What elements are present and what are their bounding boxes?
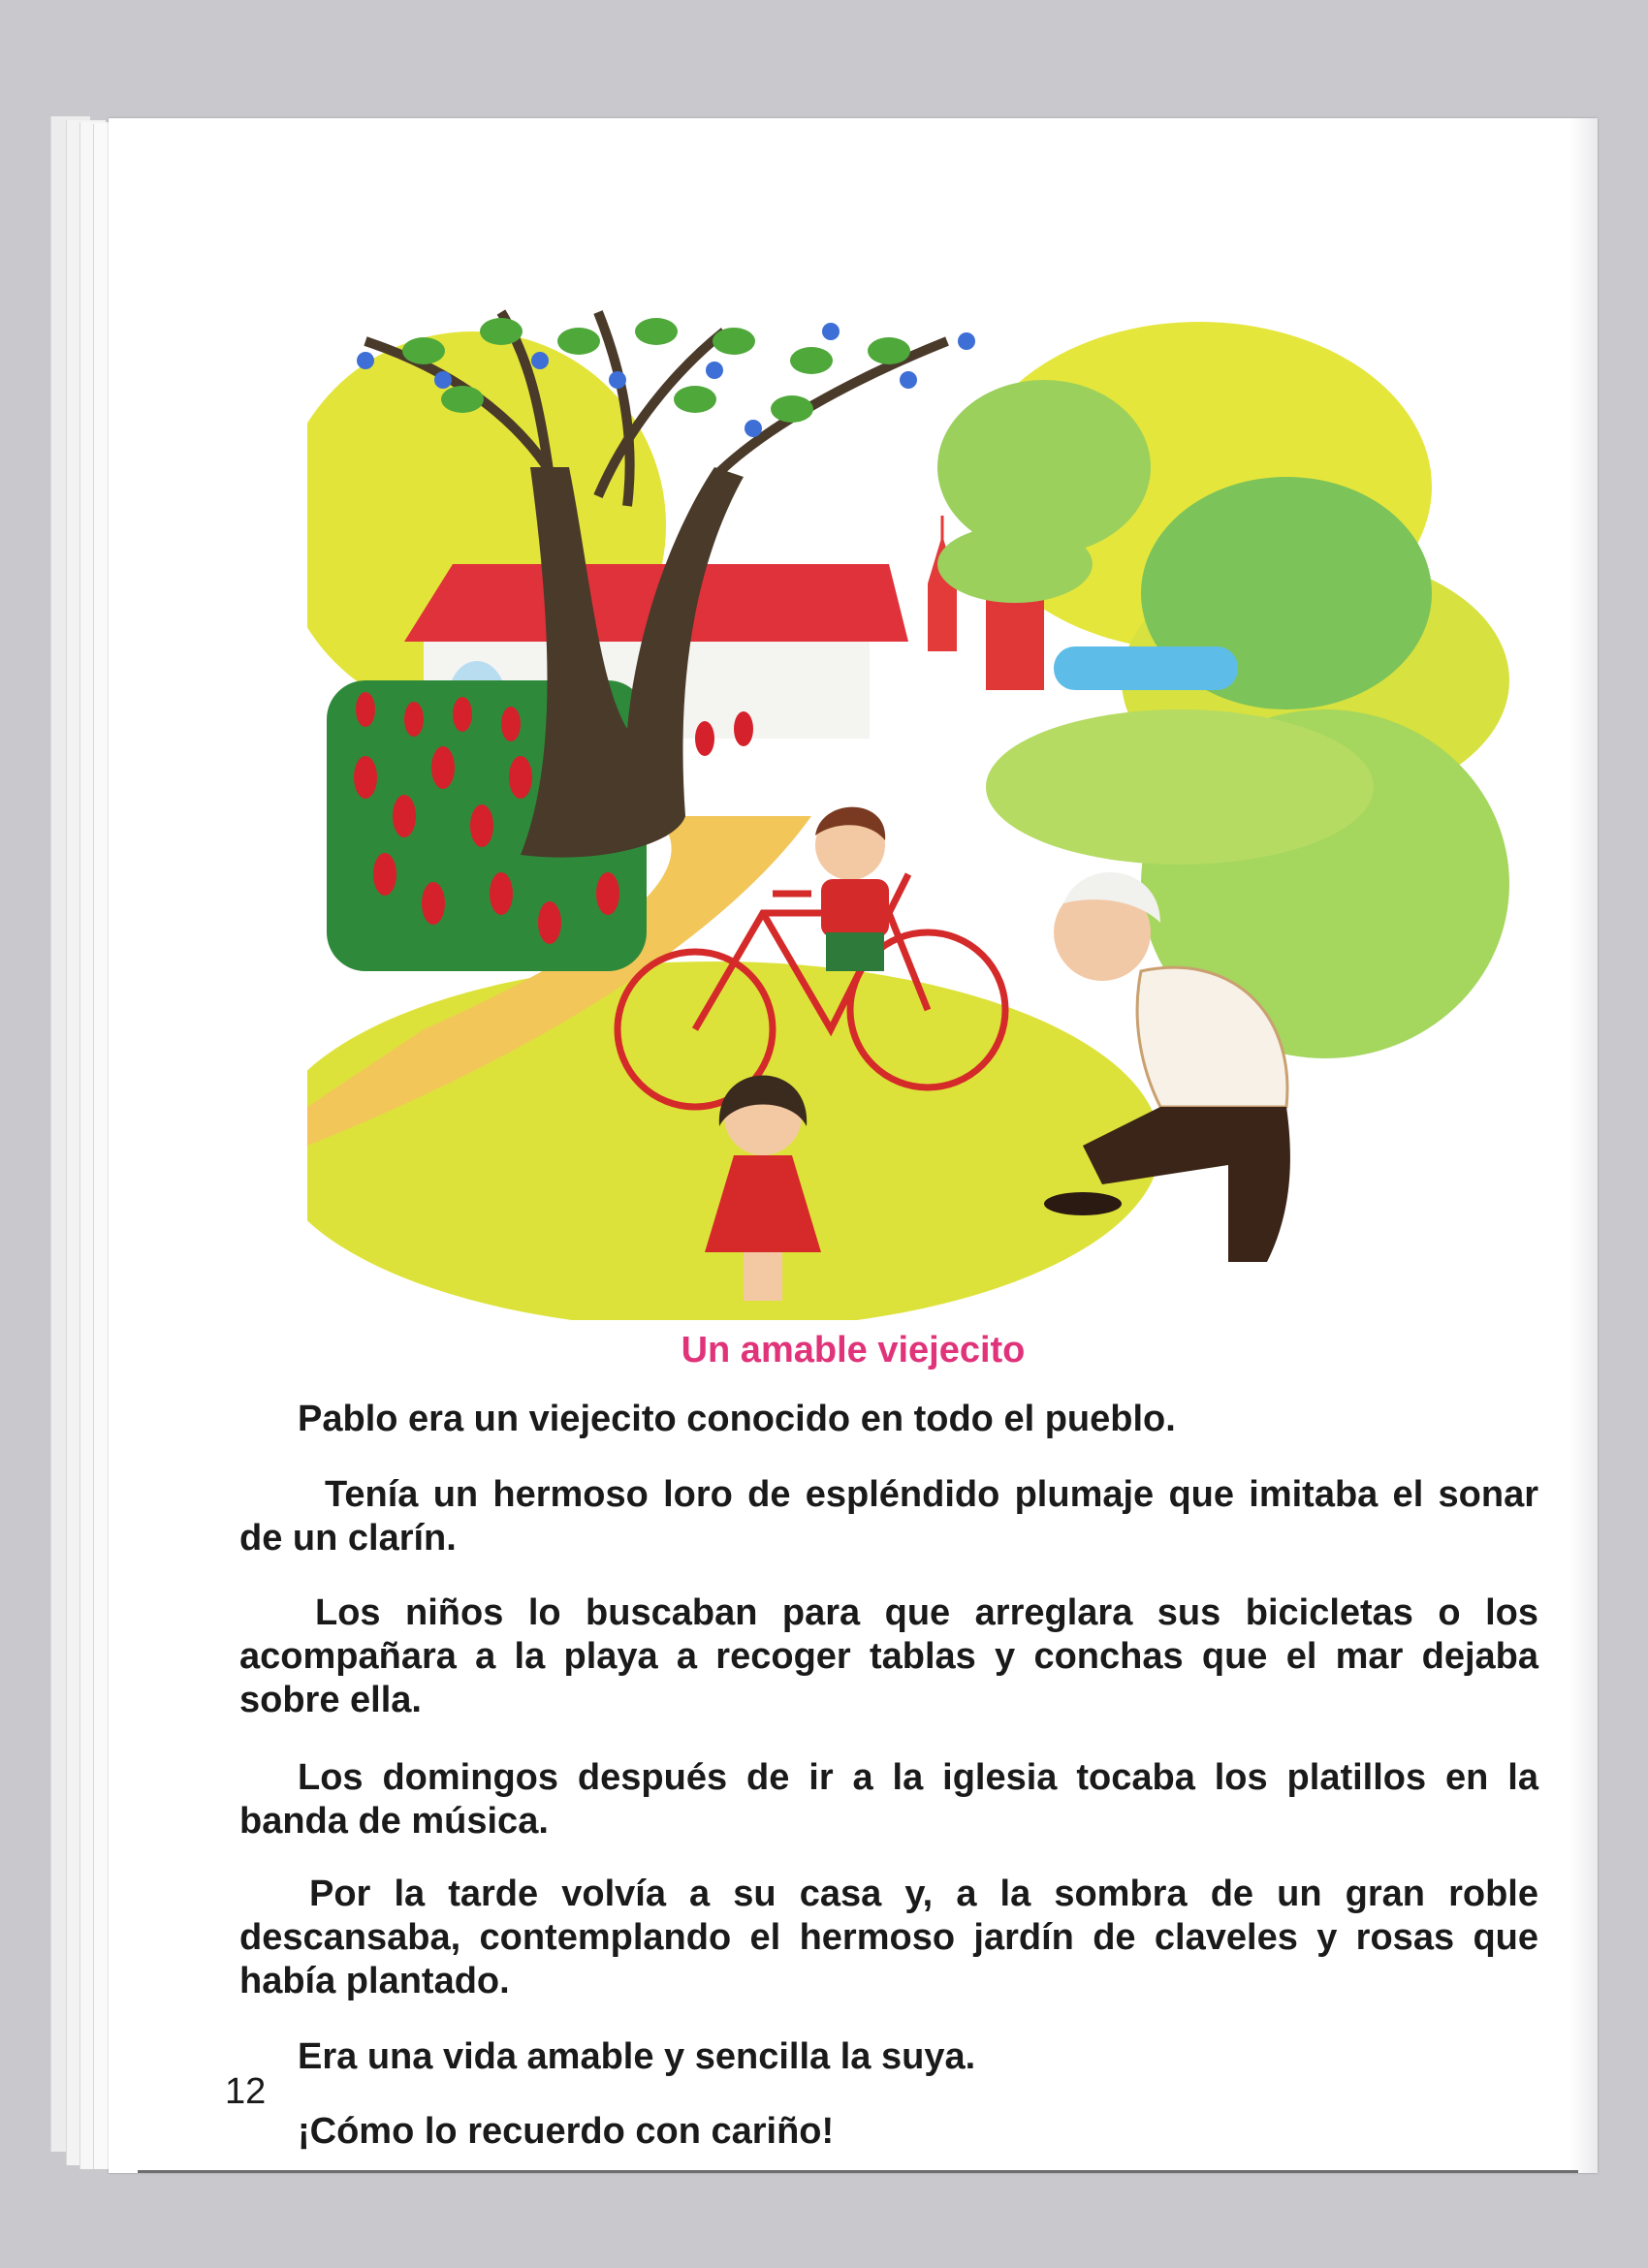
boy-shirt [821, 879, 889, 937]
paragraph: Por la tarde volvía a su casa y, a la sombra de un gran roble descansaba, contemplando el hermoso jardín de claveles y rosas que había plantado. [239, 1874, 1538, 2001]
girl-legs [744, 1252, 782, 1301]
page-bottom-rule [138, 2170, 1578, 2173]
sea [1054, 646, 1238, 690]
story-title: Un amable viejecito [681, 1330, 1026, 1370]
paragraph: Era una vida amable y sencilla la suya. [298, 2036, 976, 2077]
story-illustration [307, 273, 1509, 1320]
boy-pants [826, 932, 884, 971]
paragraph: ¡Cómo lo recuerdo con cariño! [298, 2111, 835, 2152]
paragraph: Tenía un hermoso loro de espléndido plumaje que imitaba el sonar de un clarín. [239, 1474, 1538, 1559]
green-bush [986, 709, 1374, 865]
distant-tree-crown [937, 525, 1093, 603]
paragraph: Pablo era un viejecito conocido en todo el pueblo. [298, 1399, 1176, 1439]
old-man-shoe [1044, 1192, 1122, 1215]
book-page [109, 118, 1598, 2173]
page-number: 12 [225, 2071, 267, 2112]
paragraph: Los niños lo buscaban para que arreglara sus bicicletas o los acompañara a la playa a recoger tablas y conchas que el mar dejaba sobre ella. [239, 1592, 1538, 1720]
church-tower [928, 583, 957, 651]
paragraph: Los domingos después de ir a la iglesia tocaba los platillos en la banda de música. [239, 1757, 1538, 1842]
page-shadow [1570, 118, 1598, 2173]
